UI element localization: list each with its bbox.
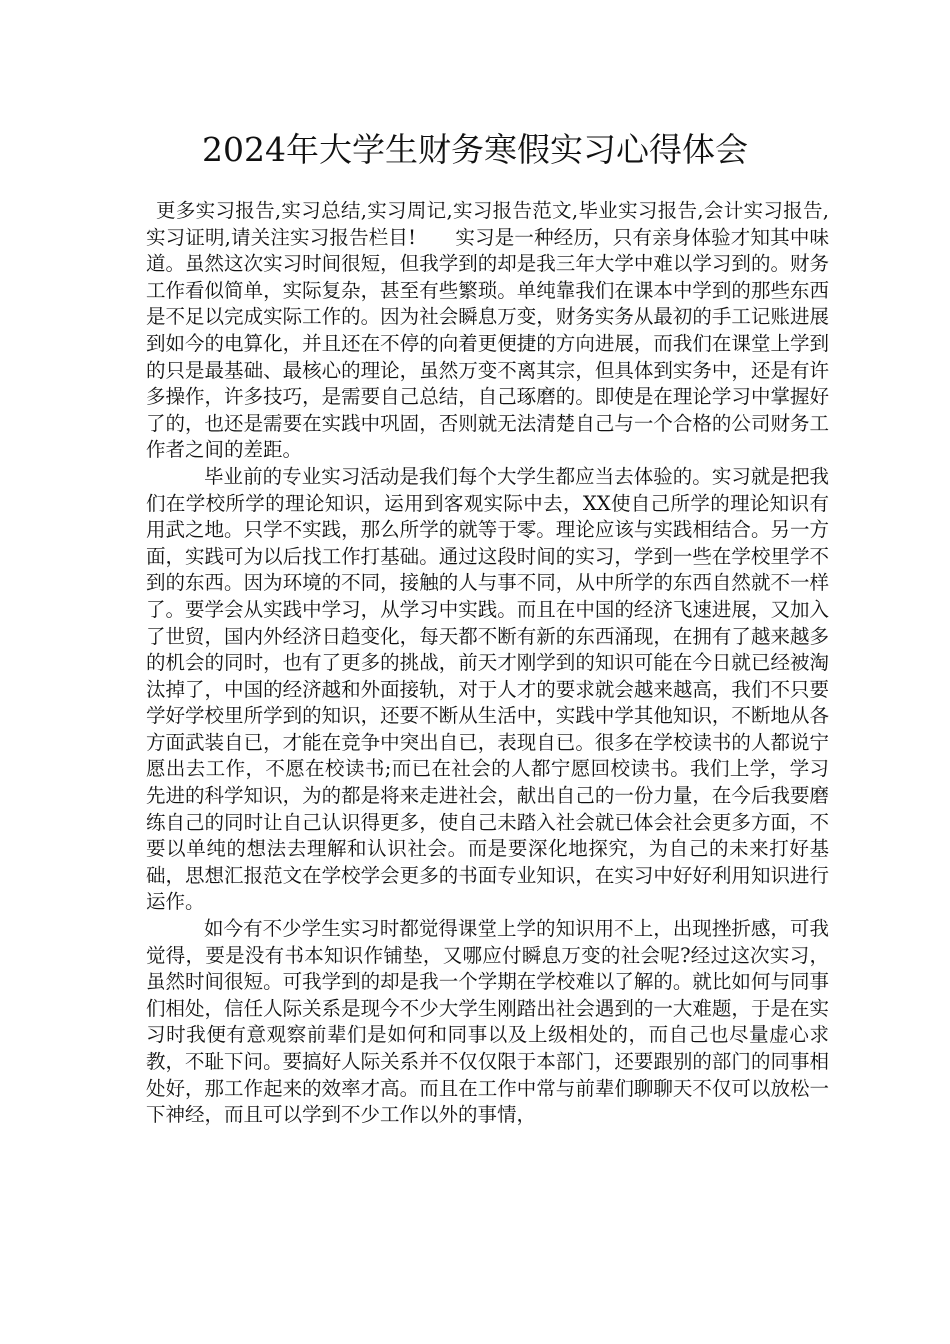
document-title: 2024年大学生财务寒假实习心得体会 [202,130,748,169]
paragraph-internship-value: 毕业前的专业实习活动是我们每个大学生都应当去体验的。实习就是把我们在学校所学的理论知识，运用到客观实际中去，XX使自己所学的理论知识有用武之地。只学不实践，那么所学的就等于零。理论应该与实践相结合。另一方面，实践可为以后找工作打基础。通过这段时间的实习，学到一些在学校里学不到的东西。因为环境的不同，接触的人与事不同，从中所学的东西自然就不一样了。要学会从实践中学习，从学习中实践。而且在中国的经济飞速进展，又加入了世贸，国内外经济日趋变化，每天都不断有新的东西涌现，在拥有了越来越多的机会的同时，也有了更多的挑战，前天才刚学到的知识可能在今日就已经被淘汰掉了，中国的经济越和外面接轨，对于人才的要求就会越来越高，我们不只要学好学校里所学到的知识，还要不断从生活中，实践中学其他知识，不断地从各方面武装自已，才能在竞争中突出自已，表现自已。很多在学校读书的人都说宁愿出去工作，不愿在校读书;而已在社会的人都宁愿回校读书。我们上学，学习先进的科学知识，为的都是将来走进社会，献出自己的一份力量，在今后我要磨练自己的同时让自己认识得更多，使自己未踏入社会就已体会社会更多方面，不要以单纯的想法去理解和认识社会。而是要深化地探究，为自己的未来打好基础，思想汇报范文在学校学会更多的书面专业知识，在实习中好好利用知识进行运作。 [146,464,829,914]
document-body [146,198,829,1129]
paragraph-workplace-relations: 如今有不少学生实习时都觉得课堂上学的知识用不上，出现挫折感，可我觉得，要是没有书本知识作铺垫，又哪应付瞬息万变的社会呢?经过这次实习，虽然时间很短。可我学到的却是我一个学期在学校难以了解的。就比如何与同事们相处，信任人际关系是现今不少大学生刚踏出社会遇到的一大难题，于是在实习时我便有意观察前辈们是如何和同事以及上级相处的，而自己也尽量虚心求教，不耻下问。要搞好人际关系并不仅仅限于本部门，还要跟别的部门的同事相处好，那工作起来的效率才高。而且在工作中常与前辈们聊聊天不仅可以放松一下神经，而且可以学到不少工作以外的事情， [146,917,829,1127]
paragraph-intro: 更多实习报告,实习总结,实习周记,实习报告范文,毕业实习报告,会计实习报告,实习证明,请关注实习报告栏目! 实习是一种经历，只有亲身体验才知其中味道。虽然这次实习时间很短，但我学到的却是我三年大学中难以学习到的。财务工作看似简单，实际复杂，甚至有些繁琐。单纯靠我们在课本中学到的那些东西是不足以完成实际工作的。因为社会瞬息万变，财务实务从最初的手工记账进展到如今的电算化，并且还在不停的向着更便捷的方向进展，而我们在课堂上学到的只是最基础、最核心的理论，虽然万变不离其宗，但具体到实务中，还是有许多操作，许多技巧，是需要自己总结，自己琢磨的。即使是在理论学习中掌握好了的，也还是需要在实践中巩固，否则就无法清楚自己与一个合格的公司财务工作者之间的差距。 [146,199,829,462]
